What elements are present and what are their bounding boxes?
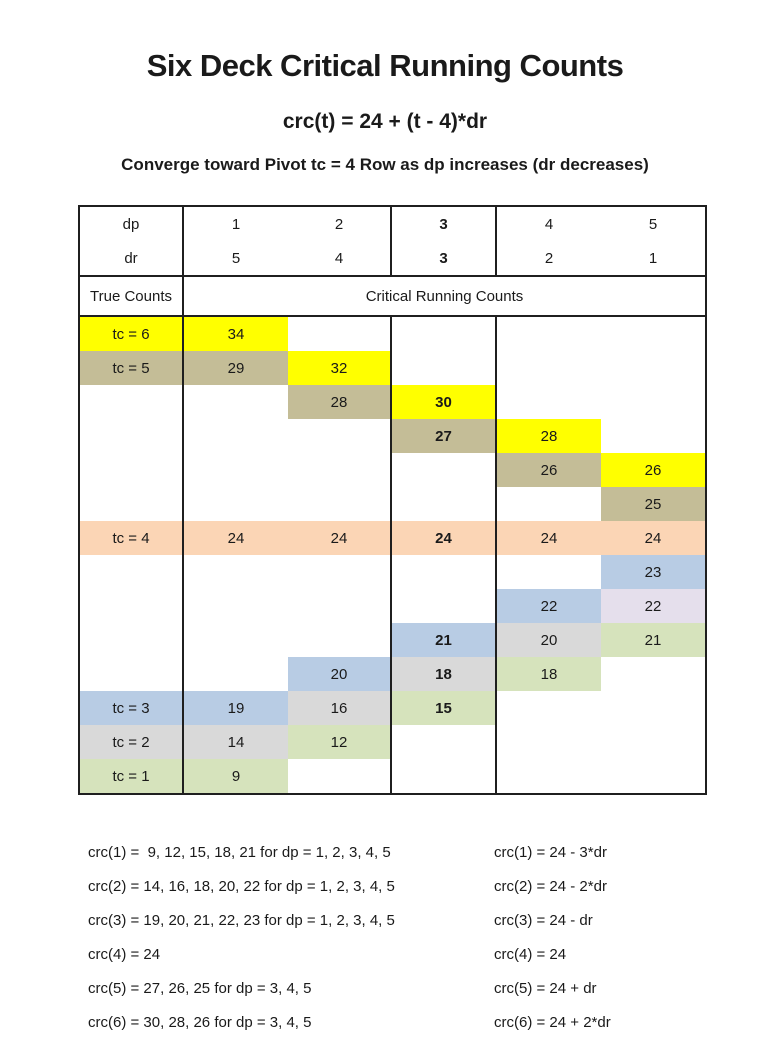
crc-cell: 25 (601, 487, 706, 521)
dp-value: 4 (544, 215, 554, 233)
empty-label-cell (79, 453, 183, 487)
crc-cell: 18 (391, 657, 496, 691)
note-formula: crc(5) = 24 + dr (494, 979, 597, 997)
note-values: crc(6) = 30, 28, 26 for dp = 3, 4, 5 (88, 1013, 312, 1031)
empty-cell (288, 453, 391, 487)
crc-cell: 24 (288, 521, 391, 555)
empty-cell (183, 555, 288, 589)
empty-cell (601, 691, 706, 725)
empty-cell (496, 725, 601, 759)
crc-cell: 22 (496, 589, 601, 623)
tc-row-label: tc = 3 (79, 691, 183, 725)
empty-cell (183, 589, 288, 623)
empty-label-cell (79, 623, 183, 657)
empty-cell (601, 759, 706, 794)
note-row (88, 835, 770, 869)
crc-cell: 24 (496, 521, 601, 555)
crc-cell: 15 (391, 691, 496, 725)
crc-cell: 26 (601, 453, 706, 487)
crc-cell: 29 (183, 351, 288, 385)
tc-row-label: tc = 4 (79, 521, 183, 555)
crc-cell: 24 (183, 521, 288, 555)
crc-cell: 32 (288, 351, 391, 385)
crc-cell: 24 (391, 521, 496, 555)
crc-cell: 27 (391, 419, 496, 453)
empty-cell (496, 691, 601, 725)
crc-cell: 28 (288, 385, 391, 419)
note-formula: crc(6) = 24 + 2*dr (494, 1013, 611, 1031)
crc-cell: 16 (288, 691, 391, 725)
critical-running-counts-header: Critical Running Counts (183, 276, 706, 316)
empty-cell (183, 385, 288, 419)
empty-label-cell (79, 589, 183, 623)
empty-cell (391, 589, 496, 623)
note-values: crc(4) = 24 (88, 945, 161, 963)
empty-cell (496, 385, 601, 419)
dr-value: 5 (183, 241, 288, 276)
empty-cell (183, 657, 288, 691)
dr-value: 2 (496, 241, 601, 276)
empty-cell (601, 725, 706, 759)
empty-label-cell (79, 385, 183, 419)
critical-running-counts-table (78, 205, 707, 795)
crc-cell: 21 (391, 623, 496, 657)
dr-row-label: dr (79, 241, 183, 276)
empty-cell (391, 725, 496, 759)
empty-cell (391, 351, 496, 385)
crc-cell: 21 (601, 623, 706, 657)
crc-formula: crc(t) = 24 + (t - 4)*dr (282, 110, 488, 133)
empty-cell (288, 589, 391, 623)
note-formula: crc(2) = 24 - 2*dr (494, 877, 607, 895)
empty-cell (288, 555, 391, 589)
note-row (88, 1005, 770, 1039)
dp-value: 2 (288, 206, 391, 241)
dp-value: 5 (648, 215, 658, 233)
empty-cell (391, 759, 496, 794)
crc-cell: 23 (601, 555, 706, 589)
empty-label-cell (79, 555, 183, 589)
empty-cell (288, 759, 391, 794)
empty-cell (496, 487, 601, 521)
crc-cell: 24 (601, 521, 706, 555)
empty-cell (496, 316, 601, 351)
empty-cell (288, 623, 391, 657)
note-formula: crc(4) = 24 (494, 945, 567, 963)
empty-cell (496, 759, 601, 794)
crc-cell: 28 (496, 419, 601, 453)
tc-row-label: tc = 2 (79, 725, 183, 759)
note-values: crc(5) = 27, 26, 25 for dp = 3, 4, 5 (88, 979, 312, 997)
note-values: crc(2) = 14, 16, 18, 20, 22 for dp = 1, 2, 3, 4, 5 (88, 877, 395, 895)
crc-cell: 18 (496, 657, 601, 691)
tc-row-label: tc = 1 (79, 759, 183, 794)
empty-cell (288, 487, 391, 521)
dp-value: 3 (391, 206, 496, 241)
empty-cell (288, 316, 391, 351)
empty-cell (183, 453, 288, 487)
empty-label-cell (79, 657, 183, 691)
crc-cell: 20 (496, 623, 601, 657)
note-row (88, 903, 770, 937)
crc-notes (88, 835, 770, 1039)
empty-cell (391, 555, 496, 589)
crc-cell: 30 (391, 385, 496, 419)
dr-value: 3 (391, 241, 496, 276)
empty-label-cell (79, 487, 183, 521)
true-counts-header: True Counts (79, 276, 183, 316)
note-row (88, 869, 770, 903)
crc-cell: 12 (288, 725, 391, 759)
dp-value: 1 (231, 215, 241, 233)
note-values: crc(3) = 19, 20, 21, 22, 23 for dp = 1, 2, 3, 4, 5 (88, 911, 395, 929)
tc-row-label: tc = 5 (79, 351, 183, 385)
convergence-note: Converge toward Pivot tc = 4 Row as dp increases (dr decreases) (121, 155, 649, 174)
crc-cell: 34 (183, 316, 288, 351)
page-title: Six Deck Critical Running Counts (146, 48, 624, 83)
crc-cell: 19 (183, 691, 288, 725)
dr-value: 4 (288, 241, 391, 276)
empty-label-cell (79, 419, 183, 453)
empty-cell (601, 316, 706, 351)
note-row (88, 971, 770, 1005)
crc-cell: 26 (496, 453, 601, 487)
empty-cell (601, 385, 706, 419)
tc-row-label: tc = 6 (79, 316, 183, 351)
empty-cell (496, 351, 601, 385)
empty-cell (391, 453, 496, 487)
empty-cell (183, 419, 288, 453)
empty-cell (601, 419, 706, 453)
empty-cell (183, 487, 288, 521)
empty-cell (183, 623, 288, 657)
note-row (88, 937, 770, 971)
crc-cell: 20 (288, 657, 391, 691)
empty-cell (391, 316, 496, 351)
empty-cell (288, 419, 391, 453)
empty-cell (391, 487, 496, 521)
crc-cell: 14 (183, 725, 288, 759)
note-formula: crc(1) = 24 - 3*dr (494, 843, 607, 861)
note-formula: crc(3) = 24 - dr (494, 911, 593, 929)
crc-cell: 22 (601, 589, 706, 623)
empty-cell (601, 351, 706, 385)
empty-cell (496, 555, 601, 589)
dp-row-label: dp (79, 206, 183, 241)
empty-cell (601, 657, 706, 691)
dr-value: 1 (601, 241, 706, 276)
crc-cell: 9 (183, 759, 288, 794)
note-values: crc(1) = 9, 12, 15, 18, 21 for dp = 1, 2, 3, 4, 5 (88, 843, 391, 861)
